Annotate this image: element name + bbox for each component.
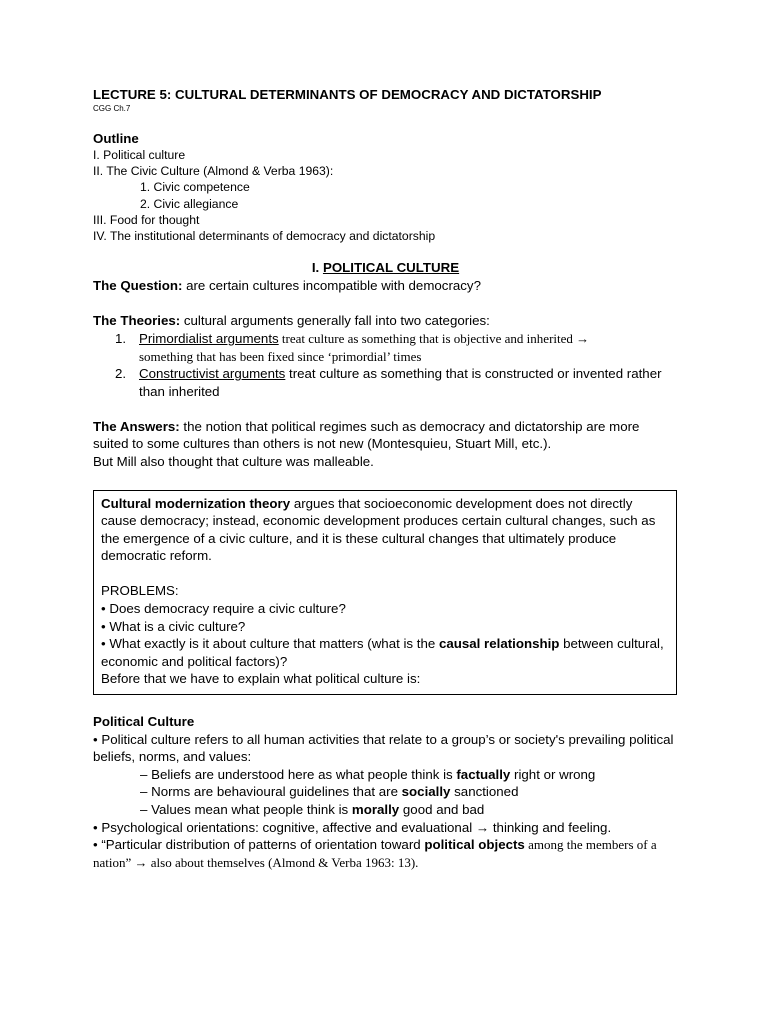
box-closing: Before that we have to explain what political culture is: [101, 671, 421, 687]
pc-bold: socially [401, 784, 451, 800]
outline-item: II. The Civic Culture (Almond & Verba 1963): [93, 164, 334, 179]
pc-bold: morally [351, 801, 400, 817]
problem-bold: causal relationship [438, 636, 560, 652]
problem-item: • Does democracy require a civic culture? [101, 601, 346, 617]
theory-box [93, 490, 677, 695]
pc-text: • “Particular distribution of patterns of orientation toward [93, 837, 425, 853]
problem-text: between cultural, economic and political factors)? [101, 636, 664, 669]
pc-beliefs [93, 766, 678, 784]
answers-text: the notion that political regimes such as democracy and dictatorship are more suited to some cultures than others is not new (Montesquieu, Stuart Mill, etc.). [93, 418, 640, 452]
outline-subitem: 1. Civic competence [140, 180, 250, 195]
pc-values [93, 801, 678, 819]
outline-list [93, 147, 678, 244]
problem-text: • What exactly is it about culture that matters (what is the [101, 636, 439, 652]
theories-text: cultural arguments generally fall into two categories: [180, 313, 490, 329]
pc-norms [93, 783, 678, 801]
theories-paragraph [93, 312, 678, 330]
pc-text: – Values mean what people think is [140, 801, 352, 817]
outline-item: III. Food for thought [93, 212, 200, 227]
theory-item-primordialist [93, 330, 678, 365]
pc-bold: political objects [424, 837, 525, 853]
pc-quote [93, 836, 678, 871]
section-heading [93, 259, 678, 277]
theories-label: The Theories: [93, 313, 181, 329]
pc-text: good and bad [399, 801, 485, 817]
outline-heading: Outline [93, 131, 139, 146]
answers-line2: But Mill also thought that culture was malleable. [93, 453, 374, 469]
lecture-subtitle: CGG Ch.7 [93, 104, 131, 113]
list-number: 1. [115, 330, 127, 346]
question-paragraph [93, 277, 678, 295]
question-label: The Question: [93, 278, 183, 294]
pc-text: right or wrong [510, 766, 596, 782]
outline-item: I. Political culture [93, 148, 186, 162]
box-paragraph [101, 495, 669, 565]
answers-paragraph [93, 418, 678, 453]
problem-item: • What is a civic culture? [101, 618, 246, 634]
pc-bold: factually [456, 766, 511, 782]
outline-subitem: 2. Civic allegiance [140, 196, 239, 211]
theory-text: treat culture as something that is constructed or invented rather than inherited [139, 366, 662, 399]
outline-item: IV. The institutional determinants of democracy and dictatorship [93, 229, 436, 244]
question-text: are certain cultures incompatible with democracy? [182, 278, 481, 294]
theory-text-continued: something that has been fixed since ‘primordial’ times [139, 348, 422, 364]
document-page [93, 86, 678, 871]
section-title: POLITICAL CULTURE [322, 260, 460, 276]
problem-item [101, 635, 669, 670]
answers-label: The Answers: [93, 418, 180, 434]
box-term: Cultural modernization theory [101, 495, 291, 511]
section-number: I. [311, 260, 320, 276]
theory-text: treat culture as something that is objective and inherited → [278, 330, 590, 346]
pc-text: – Norms are behavioural guidelines that are [140, 784, 402, 800]
theory-item-constructivist [93, 365, 678, 400]
pc-text: sanctioned [450, 784, 519, 800]
political-culture-heading: Political Culture [93, 714, 195, 729]
lecture-title: LECTURE 5: CULTURAL DETERMINANTS OF DEMOCRACY AND DICTATORSHIP [93, 87, 602, 102]
pc-intro: • Political culture refers to all human activities that relate to a group’s or society's prevailing political beliefs, norms, and values: [93, 731, 674, 765]
pc-text: – Beliefs are understood here as what people think is [140, 766, 457, 782]
box-text: argues that socioeconomic development does not directly cause democracy; instead, economic development produces certain cultural changes, such as the emergence of a civic culture, and it is these cultural changes that ultimately produce democratic reform. [101, 495, 656, 564]
theories-list [93, 330, 678, 400]
pc-psych: • Psychological orientations: cognitive, affective and evaluational → thinking and feeling. [93, 819, 612, 835]
theory-term: Primordialist arguments [139, 330, 279, 346]
problems-label: PROBLEMS: [101, 583, 179, 599]
pc-serif-text: among the members of a nation” → also about themselves (Almond & Verba 1963: 13). [93, 837, 657, 870]
list-number: 2. [115, 366, 127, 382]
theory-term: Constructivist arguments [139, 366, 286, 382]
